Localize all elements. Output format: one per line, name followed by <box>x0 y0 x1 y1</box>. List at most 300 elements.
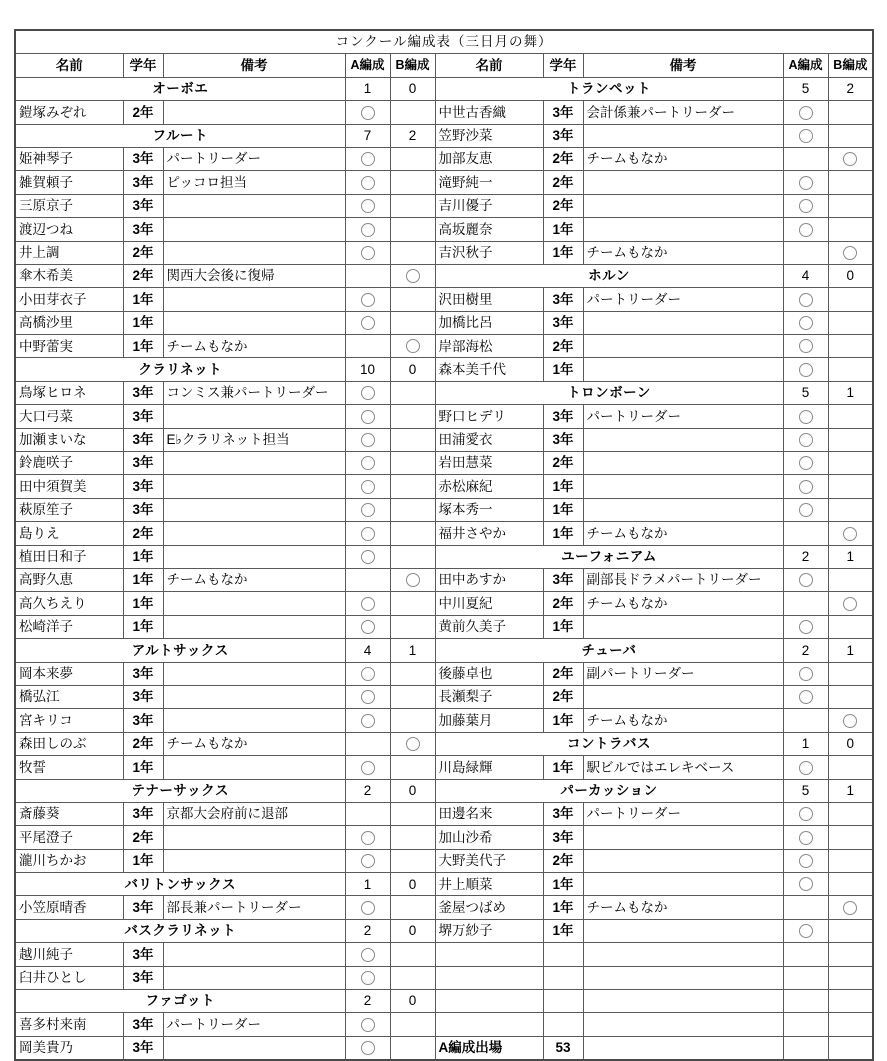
left-member-b-mark <box>390 685 435 708</box>
table-row <box>15 171 873 194</box>
left-section-header: アルトサックス <box>15 639 345 662</box>
left-member-name: 植田日和子 <box>15 545 123 568</box>
right-member-a-mark <box>783 802 828 825</box>
right-section-b-count: 1 <box>828 545 873 568</box>
right-section-a-count: 5 <box>783 381 828 404</box>
right-member-name: 堺万紗子 <box>435 919 543 942</box>
header-name: 名前 <box>15 54 123 77</box>
right-member-a-mark <box>783 147 828 170</box>
table-row <box>15 428 873 451</box>
left-member-name: 島りえ <box>15 522 123 545</box>
selection-circle-icon <box>843 527 857 541</box>
left-member-grade: 3年 <box>123 171 163 194</box>
right-member-b-mark <box>828 452 873 475</box>
left-member-grade: 3年 <box>123 452 163 475</box>
left-section-b-count: 0 <box>390 873 435 896</box>
table-row <box>15 194 873 217</box>
left-member-b-mark <box>390 662 435 685</box>
selection-circle-icon <box>843 901 857 915</box>
table-row <box>15 147 873 170</box>
right-member-remark <box>583 498 783 521</box>
left-member-grade: 1年 <box>123 849 163 872</box>
left-member-grade: 3年 <box>123 498 163 521</box>
selection-circle-icon <box>799 761 813 775</box>
left-member-remark <box>163 288 345 311</box>
formation-table <box>14 29 874 1061</box>
table-row <box>15 522 873 545</box>
left-member-grade: 1年 <box>123 311 163 334</box>
left-member-a-mark <box>345 545 390 568</box>
left-member-remark: パートリーダー <box>163 147 345 170</box>
table-row <box>15 802 873 825</box>
selection-circle-icon <box>361 199 375 213</box>
table-row <box>15 849 873 872</box>
right-section-a-count: 4 <box>783 264 828 287</box>
right-section-b-count: 0 <box>828 732 873 755</box>
table-row <box>15 475 873 498</box>
right-member-name: 岩田慧菜 <box>435 452 543 475</box>
selection-circle-icon <box>361 480 375 494</box>
selection-circle-icon <box>406 339 420 353</box>
right-member-name: 田邊名来 <box>435 802 543 825</box>
left-member-b-mark <box>390 218 435 241</box>
right-member-b-mark <box>828 592 873 615</box>
header-a-group-right: A編成 <box>783 54 828 77</box>
right-member-remark <box>583 124 783 147</box>
header-remark: 備考 <box>163 54 345 77</box>
left-member-grade: 3年 <box>123 709 163 732</box>
left-member-remark: チームもなか <box>163 568 345 591</box>
left-section-b-count: 2 <box>390 124 435 147</box>
left-member-grade: 2年 <box>123 732 163 755</box>
left-member-a-mark <box>345 592 390 615</box>
selection-circle-icon <box>799 106 813 120</box>
right-section-header: ユーフォニアム <box>435 545 783 568</box>
left-member-grade: 3年 <box>123 1013 163 1036</box>
right-member-b-mark <box>828 896 873 919</box>
right-member-remark <box>583 358 783 381</box>
left-member-a-mark <box>345 615 390 638</box>
left-section-header: バスクラリネット <box>15 919 345 942</box>
right-member-grade: 1年 <box>543 522 583 545</box>
right-member-grade: 2年 <box>543 685 583 708</box>
left-member-b-mark <box>390 1036 435 1060</box>
right-member-name: 高坂麗奈 <box>435 218 543 241</box>
selection-circle-icon <box>799 176 813 190</box>
left-section-a-count: 2 <box>345 990 390 1013</box>
left-member-remark <box>163 522 345 545</box>
right-blank-a <box>783 943 828 966</box>
left-member-b-mark <box>390 194 435 217</box>
left-section-header: テナーサックス <box>15 779 345 802</box>
left-member-name: 岡本来夢 <box>15 662 123 685</box>
left-member-a-mark <box>345 1013 390 1036</box>
selection-circle-icon <box>361 1041 375 1055</box>
left-member-b-mark <box>390 171 435 194</box>
selection-circle-icon <box>799 410 813 424</box>
right-section-a-count: 2 <box>783 545 828 568</box>
right-member-b-mark <box>828 475 873 498</box>
right-member-b-mark <box>828 405 873 428</box>
right-member-name: 加藤葉月 <box>435 709 543 732</box>
table-row <box>15 498 873 521</box>
table-row <box>15 381 873 404</box>
right-member-grade: 1年 <box>543 241 583 264</box>
selection-circle-icon <box>799 199 813 213</box>
left-member-remark <box>163 452 345 475</box>
right-member-a-mark <box>783 124 828 147</box>
right-member-remark <box>583 171 783 194</box>
header-b-group-right: B編成 <box>828 54 873 77</box>
left-member-b-mark <box>390 826 435 849</box>
right-member-remark <box>583 218 783 241</box>
right-member-remark <box>583 615 783 638</box>
table-row <box>15 241 873 264</box>
left-member-grade: 3年 <box>123 896 163 919</box>
left-member-grade: 3年 <box>123 194 163 217</box>
right-member-grade: 2年 <box>543 849 583 872</box>
right-blank-grade <box>543 1013 583 1036</box>
right-member-remark: チームもなか <box>583 709 783 732</box>
table-row <box>15 732 873 755</box>
right-member-remark: チームもなか <box>583 241 783 264</box>
right-member-a-mark <box>783 615 828 638</box>
right-blank-name <box>435 943 543 966</box>
left-member-a-mark <box>345 732 390 755</box>
right-section-b-count: 1 <box>828 779 873 802</box>
right-member-a-mark <box>783 826 828 849</box>
right-member-grade: 1年 <box>543 896 583 919</box>
left-member-b-mark <box>390 405 435 428</box>
right-member-remark: 駅ビルではエレキベース <box>583 756 783 779</box>
right-member-grade: 1年 <box>543 756 583 779</box>
left-section-a-count: 10 <box>345 358 390 381</box>
left-member-grade: 3年 <box>123 147 163 170</box>
left-member-b-mark <box>390 943 435 966</box>
right-blank-name <box>435 966 543 989</box>
right-member-name: 福井さやか <box>435 522 543 545</box>
left-member-remark <box>163 405 345 428</box>
right-member-remark: チームもなか <box>583 522 783 545</box>
left-member-a-mark <box>345 826 390 849</box>
left-member-b-mark <box>390 101 435 124</box>
right-member-a-mark <box>783 896 828 919</box>
left-member-grade: 2年 <box>123 241 163 264</box>
left-member-name: 岡美貴乃 <box>15 1036 123 1060</box>
left-member-remark <box>163 545 345 568</box>
table-row <box>15 966 873 989</box>
table-row <box>15 288 873 311</box>
left-member-name: 加瀬まいな <box>15 428 123 451</box>
right-member-grade: 2年 <box>543 147 583 170</box>
right-member-grade: 1年 <box>543 709 583 732</box>
left-section-header: バリトンサックス <box>15 873 345 896</box>
left-member-a-mark <box>345 335 390 358</box>
selection-circle-icon <box>799 503 813 517</box>
right-member-b-mark <box>828 873 873 896</box>
right-member-grade: 2年 <box>543 592 583 615</box>
right-member-name: 笠野沙菜 <box>435 124 543 147</box>
left-member-a-mark <box>345 756 390 779</box>
left-member-name: 小笠原晴香 <box>15 896 123 919</box>
left-member-remark: コンミス兼パートリーダー <box>163 381 345 404</box>
left-member-remark <box>163 685 345 708</box>
right-member-remark <box>583 335 783 358</box>
right-total-b <box>828 1036 873 1060</box>
left-member-grade: 3年 <box>123 475 163 498</box>
selection-circle-icon <box>361 152 375 166</box>
right-blank-b <box>828 1013 873 1036</box>
left-member-a-mark <box>345 662 390 685</box>
left-member-b-mark <box>390 381 435 404</box>
right-member-a-mark <box>783 358 828 381</box>
table-row <box>15 452 873 475</box>
left-section-header: ファゴット <box>15 990 345 1013</box>
right-member-grade: 2年 <box>543 452 583 475</box>
right-blank-b <box>828 943 873 966</box>
right-member-name: 加山沙希 <box>435 826 543 849</box>
right-member-a-mark <box>783 475 828 498</box>
right-member-remark <box>583 685 783 708</box>
selection-circle-icon <box>799 339 813 353</box>
left-member-name: 高橋沙里 <box>15 311 123 334</box>
right-member-a-mark <box>783 522 828 545</box>
right-section-header: トロンボーン <box>435 381 783 404</box>
left-member-remark: 京都大会府前に退部 <box>163 802 345 825</box>
selection-circle-icon <box>406 573 420 587</box>
left-member-name: 宮キリコ <box>15 709 123 732</box>
right-member-name: 長瀬梨子 <box>435 685 543 708</box>
left-section-b-count: 0 <box>390 358 435 381</box>
left-member-a-mark <box>345 381 390 404</box>
left-member-name: 田中須賀美 <box>15 475 123 498</box>
left-member-name: 越川純子 <box>15 943 123 966</box>
table-row <box>15 358 873 381</box>
right-member-name: 滝野純一 <box>435 171 543 194</box>
right-member-b-mark <box>828 568 873 591</box>
right-member-grade: 3年 <box>543 568 583 591</box>
table-row <box>15 77 873 100</box>
right-blank-b <box>828 990 873 1013</box>
right-total-label: A編成出場 <box>435 1036 543 1060</box>
right-member-remark: 副部長ドラメパートリーダー <box>583 568 783 591</box>
right-member-a-mark <box>783 592 828 615</box>
right-blank-grade <box>543 966 583 989</box>
left-member-grade: 3年 <box>123 1036 163 1060</box>
right-member-remark <box>583 311 783 334</box>
table-row <box>15 218 873 241</box>
right-member-remark <box>583 475 783 498</box>
left-member-a-mark <box>345 264 390 287</box>
left-member-a-mark <box>345 966 390 989</box>
title-row <box>15 30 873 54</box>
right-member-grade: 1年 <box>543 615 583 638</box>
right-member-a-mark <box>783 101 828 124</box>
left-member-remark <box>163 943 345 966</box>
selection-circle-icon <box>406 269 420 283</box>
left-member-a-mark <box>345 218 390 241</box>
left-member-b-mark <box>390 849 435 872</box>
left-member-grade: 1年 <box>123 568 163 591</box>
right-member-remark <box>583 873 783 896</box>
left-member-grade: 1年 <box>123 592 163 615</box>
right-section-b-count: 1 <box>828 639 873 662</box>
right-member-name: 森本美千代 <box>435 358 543 381</box>
left-member-grade: 3年 <box>123 662 163 685</box>
selection-circle-icon <box>799 480 813 494</box>
left-member-grade: 2年 <box>123 826 163 849</box>
right-member-b-mark <box>828 849 873 872</box>
left-member-a-mark <box>345 241 390 264</box>
left-member-name: 渡辺つね <box>15 218 123 241</box>
left-section-header: フルート <box>15 124 345 147</box>
left-member-name: 松崎洋子 <box>15 615 123 638</box>
right-member-a-mark <box>783 335 828 358</box>
right-member-a-mark <box>783 685 828 708</box>
right-member-grade: 1年 <box>543 475 583 498</box>
right-blank-remark <box>583 943 783 966</box>
left-member-a-mark <box>345 709 390 732</box>
right-member-remark: パートリーダー <box>583 288 783 311</box>
right-member-name: 田浦愛衣 <box>435 428 543 451</box>
right-member-b-mark <box>828 241 873 264</box>
right-blank-a <box>783 966 828 989</box>
right-member-a-mark <box>783 194 828 217</box>
left-member-a-mark <box>345 452 390 475</box>
selection-circle-icon <box>361 550 375 564</box>
selection-circle-icon <box>361 106 375 120</box>
selection-circle-icon <box>361 316 375 330</box>
right-member-a-mark <box>783 873 828 896</box>
right-member-grade: 3年 <box>543 311 583 334</box>
left-member-a-mark <box>345 802 390 825</box>
right-section-header: チューバ <box>435 639 783 662</box>
selection-circle-icon <box>799 854 813 868</box>
left-member-b-mark <box>390 1013 435 1036</box>
table-row <box>15 685 873 708</box>
left-member-grade: 3年 <box>123 943 163 966</box>
right-member-remark <box>583 826 783 849</box>
right-member-grade: 3年 <box>543 405 583 428</box>
right-blank-a <box>783 1013 828 1036</box>
left-member-b-mark <box>390 732 435 755</box>
right-member-a-mark <box>783 218 828 241</box>
left-section-a-count: 1 <box>345 77 390 100</box>
right-member-a-mark <box>783 849 828 872</box>
left-member-name: 牧誓 <box>15 756 123 779</box>
table-row <box>15 919 873 942</box>
left-member-remark <box>163 218 345 241</box>
left-member-grade: 3年 <box>123 381 163 404</box>
right-blank-name <box>435 1013 543 1036</box>
right-member-remark: パートリーダー <box>583 802 783 825</box>
right-blank-remark <box>583 990 783 1013</box>
left-member-a-mark <box>345 101 390 124</box>
right-total-value: 53 <box>543 1036 583 1060</box>
right-member-remark <box>583 452 783 475</box>
header-grade: 学年 <box>123 54 163 77</box>
left-member-remark <box>163 194 345 217</box>
left-section-a-count: 1 <box>345 873 390 896</box>
left-member-name: 井上調 <box>15 241 123 264</box>
right-member-b-mark <box>828 218 873 241</box>
right-member-grade: 2年 <box>543 335 583 358</box>
selection-circle-icon <box>361 948 375 962</box>
left-section-a-count: 7 <box>345 124 390 147</box>
selection-circle-icon <box>361 831 375 845</box>
right-total-remark <box>583 1036 783 1060</box>
left-member-grade: 3年 <box>123 428 163 451</box>
right-member-name: 野口ヒデリ <box>435 405 543 428</box>
selection-circle-icon <box>799 807 813 821</box>
left-member-a-mark <box>345 147 390 170</box>
left-member-a-mark <box>345 311 390 334</box>
left-member-remark <box>163 1036 345 1060</box>
left-member-grade: 1年 <box>123 756 163 779</box>
right-member-remark <box>583 194 783 217</box>
left-member-grade: 3年 <box>123 405 163 428</box>
left-member-remark <box>163 662 345 685</box>
selection-circle-icon <box>361 971 375 985</box>
left-member-grade: 3年 <box>123 802 163 825</box>
right-section-a-count: 1 <box>783 732 828 755</box>
right-member-a-mark <box>783 498 828 521</box>
header-a-group: A編成 <box>345 54 390 77</box>
left-member-remark: チームもなか <box>163 335 345 358</box>
selection-circle-icon <box>799 667 813 681</box>
right-member-b-mark <box>828 919 873 942</box>
selection-circle-icon <box>361 503 375 517</box>
left-member-a-mark <box>345 896 390 919</box>
left-member-a-mark <box>345 685 390 708</box>
left-member-remark: 部長兼パートリーダー <box>163 896 345 919</box>
right-member-b-mark <box>828 615 873 638</box>
selection-circle-icon <box>843 597 857 611</box>
left-member-name: 萩原笙子 <box>15 498 123 521</box>
left-member-grade: 2年 <box>123 101 163 124</box>
left-member-grade: 3年 <box>123 218 163 241</box>
left-member-remark <box>163 241 345 264</box>
left-member-remark <box>163 756 345 779</box>
right-member-grade: 1年 <box>543 919 583 942</box>
right-member-name: 井上順菜 <box>435 873 543 896</box>
left-member-b-mark <box>390 896 435 919</box>
left-member-a-mark <box>345 498 390 521</box>
left-member-a-mark <box>345 288 390 311</box>
right-member-a-mark <box>783 756 828 779</box>
right-member-b-mark <box>828 124 873 147</box>
right-member-name: 川島緑輝 <box>435 756 543 779</box>
left-member-b-mark <box>390 498 435 521</box>
left-section-a-count: 4 <box>345 639 390 662</box>
right-member-grade: 3年 <box>543 428 583 451</box>
table-row <box>15 335 873 358</box>
left-member-name: 小田芽衣子 <box>15 288 123 311</box>
left-member-name: 中野蕾実 <box>15 335 123 358</box>
right-member-a-mark <box>783 919 828 942</box>
selection-circle-icon <box>799 363 813 377</box>
left-member-remark: パートリーダー <box>163 1013 345 1036</box>
left-member-name: 喜多村来南 <box>15 1013 123 1036</box>
selection-circle-icon <box>799 573 813 587</box>
selection-circle-icon <box>361 386 375 400</box>
selection-circle-icon <box>361 246 375 260</box>
left-section-a-count: 2 <box>345 919 390 942</box>
header-b-group: B編成 <box>390 54 435 77</box>
left-member-grade: 3年 <box>123 966 163 989</box>
right-member-b-mark <box>828 101 873 124</box>
left-member-remark <box>163 475 345 498</box>
